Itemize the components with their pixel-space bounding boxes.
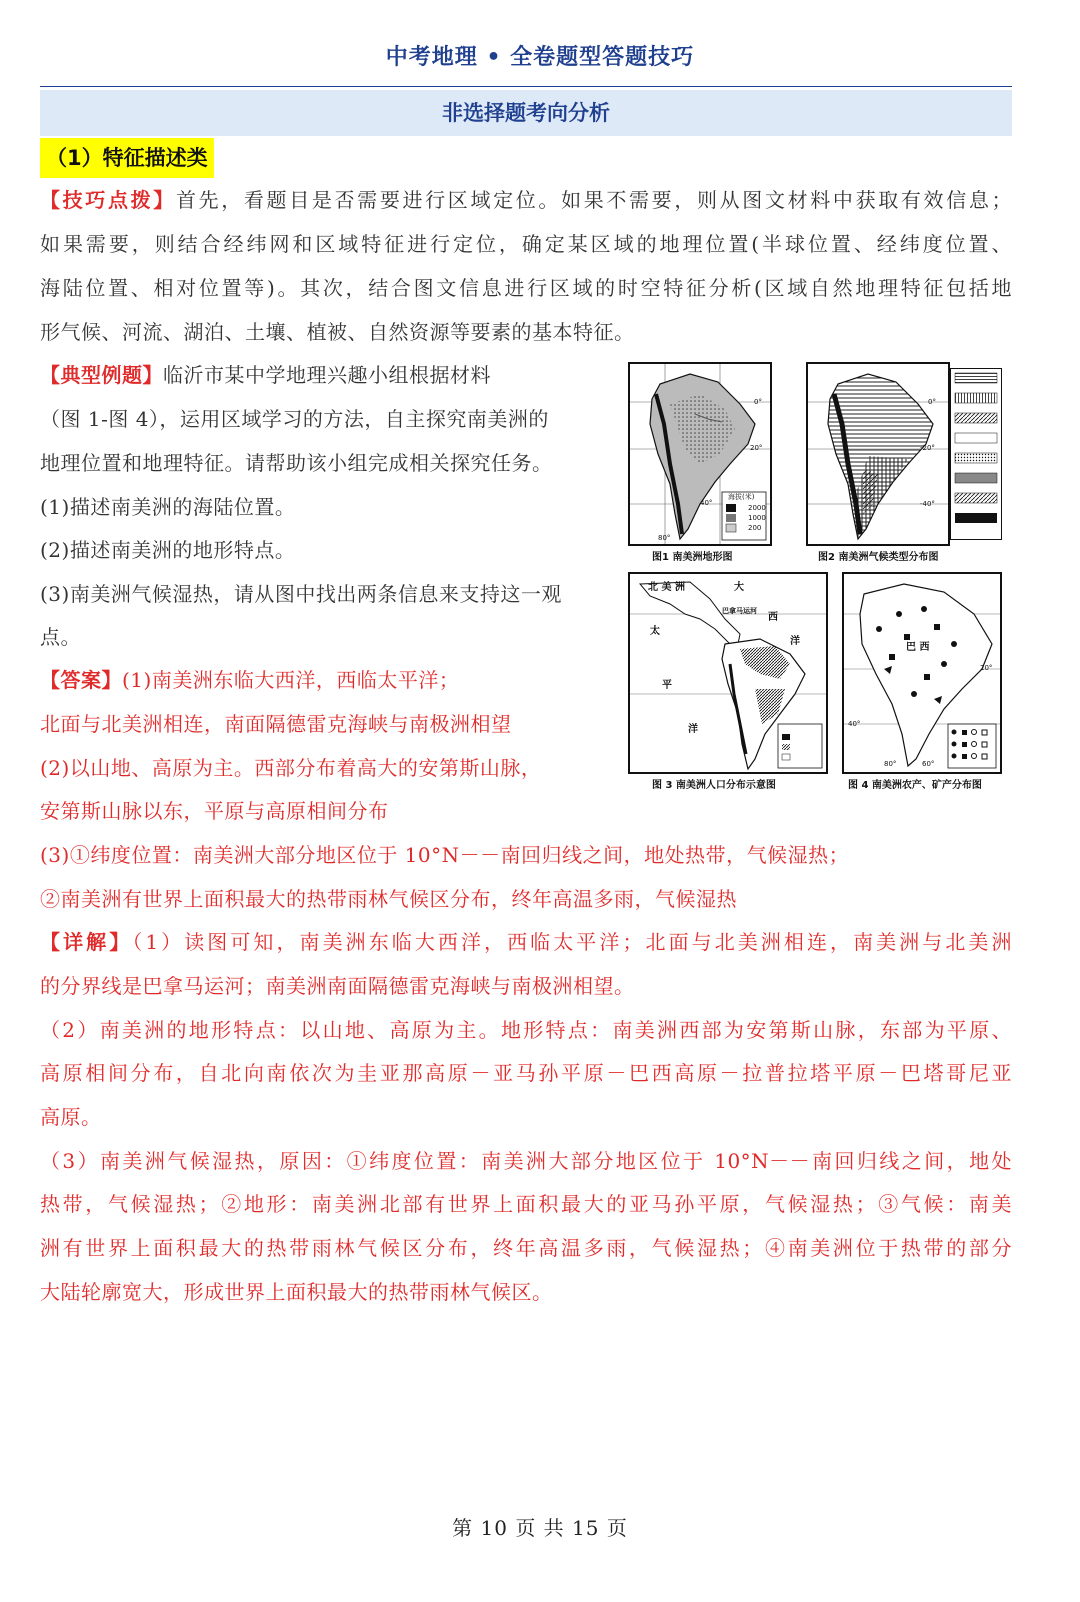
example-line-1 — [40, 353, 491, 397]
figure-3-label-yang2: 洋 — [688, 724, 698, 735]
figure-3-label-ping: 平 — [662, 680, 672, 691]
tip-text-1: 首先，看题目是否需要进行区域定位。如果不需要，则从图文材料中获取有效信息； — [175, 188, 1013, 212]
detail-line-2: 的分界线是巴拿马运河；南美洲南面隔德雷克海峡与南极洲相望。 — [40, 974, 635, 998]
figure-2-lat-20: -20° — [920, 444, 935, 452]
answer-line-2: 北面与北美洲相连，南面隔德雷克海峡与南极洲相望 — [40, 712, 512, 736]
category-heading: （1）特征描述类 — [40, 138, 214, 178]
question-3-cont: 点。 — [40, 625, 81, 649]
detail-line-8: 洲有世界上面积最大的热带雨林气候区分布，终年高温多雨，气候湿热；④南美洲位于热带的部分 — [40, 1236, 1012, 1260]
answer-text-1: (1)南美洲东临大西洋，西临太平洋； — [122, 668, 460, 692]
tip-line-1 — [40, 178, 1012, 222]
figure-1-legend-title: 海拔(米) — [728, 493, 755, 501]
figure-2-caption: 图2 南美洲气候类型分布图 — [818, 552, 939, 563]
figure-2-climate-map — [806, 362, 950, 546]
detail-line-7: 热带，气候湿热；②地形：南美洲北部有世界上面积最大的亚马孙平原，气候湿热；③气候：南美 — [40, 1192, 1012, 1216]
example-tag: 【典型例题】 — [40, 363, 163, 387]
figure-4-caption: 图 4 南美洲农产、矿产分布图 — [848, 780, 982, 791]
figure-3-label-da: 大 — [734, 582, 744, 593]
figure-3-label-yang: 洋 — [790, 636, 800, 647]
detail-tag: 【详解】 — [40, 930, 133, 954]
figure-3-caption: 图 3 南美洲人口分布示意图 — [652, 780, 776, 791]
figure-4-lat-20: 20° — [980, 664, 993, 672]
answer-line-1 — [40, 658, 459, 702]
figure-1-legend-v3: 200 — [748, 524, 762, 532]
document-title: 中考地理 • 全卷题型答题技巧 — [385, 45, 695, 70]
figure-group — [628, 362, 1012, 794]
question-3: (3)南美洲气候湿热，请从图中找出两条信息来支持这一观 — [40, 582, 562, 606]
title-divider — [40, 86, 1012, 87]
figure-1-terrain-map — [628, 362, 772, 546]
figure-4-label-brazil: 巴 西 — [906, 642, 930, 653]
figure-3-label-tai: 太 — [650, 626, 660, 637]
figure-1-lat-0: 0° — [754, 398, 762, 406]
figure-1-legend-v1: 2000 — [748, 504, 766, 512]
detail-line-9: 大陆轮廓宽大，形成世界上面积最大的热带雨林气候区。 — [40, 1280, 553, 1304]
figure-3-population-map — [628, 572, 828, 774]
detail-line-3: （2）南美洲的地形特点：以山地、高原为主。地形特点：南美洲西部为安第斯山脉，东部为平原、 — [40, 1018, 1012, 1042]
figure-4-lon-80: 80° — [884, 760, 897, 768]
detail-line-4: 高原相间分布，自北向南依次为圭亚那高原－亚马孙平原－巴西高原－拉普拉塔平原－巴塔哥尼亚 — [40, 1061, 1012, 1085]
detail-text-1: （1）读图可知，南美洲东临大西洋，西临太平洋；北面与北美洲相连，南美洲与北美洲 — [132, 930, 1012, 954]
example-text-1: 临沂市某中学地理兴趣小组根据材料 — [163, 363, 491, 387]
figure-1-lon-80: 80° — [658, 534, 671, 542]
tip-line-2: 如果需要，则结合经纬网和区域特征进行定位，确定某区域的地理位置(半球位置、经纬度位置、 — [40, 232, 1012, 256]
tip-tag: 【技巧点拨】 — [40, 188, 176, 212]
detail-line-5: 高原。 — [40, 1105, 102, 1129]
figure-1-legend-v2: 1000 — [748, 514, 766, 522]
figure-1-lat-20: 20° — [750, 444, 763, 452]
tip-line-3: 海陆位置、相对位置等)。其次，结合图文信息进行区域的时空特征分析(区域自然地理特征包括地 — [40, 276, 1012, 300]
figure-4-lat-40: 40° — [848, 720, 861, 728]
detail-line-1 — [40, 920, 1012, 964]
answer-line-4: 安第斯山脉以东，平原与高原相间分布 — [40, 799, 389, 823]
figure-3-label-panama: 巴拿马运河 — [722, 607, 757, 615]
figure-2-legend — [950, 368, 1002, 540]
answer-line-5: (3)①纬度位置：南美洲大部分地区位于 10°N－－南回归线之间，地处热带，气候湿热； — [40, 843, 850, 867]
tip-line-4: 形气候、河流、湖泊、土壤、植被、自然资源等要素的基本特征。 — [40, 320, 635, 344]
figure-2-lat-40: -40° — [920, 500, 935, 508]
figure-2-lat-0: 0° — [928, 398, 936, 406]
question-2: (2)描述南美洲的地形特点。 — [40, 538, 296, 562]
figure-4-lon-60: 60° — [922, 760, 935, 768]
answer-line-3: (2)以山地、高原为主。西部分布着高大的安第斯山脉， — [40, 756, 542, 780]
example-line-2: （图 1-图 4），运用区域学习的方法，自主探究南美洲的 — [40, 407, 549, 431]
figure-1-lat-40: 40° — [700, 499, 713, 507]
figure-4-resources-map — [842, 572, 1002, 774]
figure-3-label-north-america: 北 美 洲 — [648, 582, 685, 593]
page-number: 第 10 页 共 15 页 — [452, 1516, 628, 1540]
question-1: (1)描述南美洲的海陆位置。 — [40, 495, 296, 519]
figure-3-label-xi: 西 — [768, 612, 778, 623]
detail-line-6: （3）南美洲气候湿热，原因：①纬度位置：南美洲大部分地区位于 10°N－－南回归线之间，地处 — [40, 1149, 1012, 1173]
figure-1-caption: 图1 南美洲地形图 — [652, 552, 733, 563]
example-line-3: 地理位置和地理特征。请帮助该小组完成相关探究任务。 — [40, 451, 553, 475]
answer-tag: 【答案】 — [40, 668, 122, 692]
answer-line-6: ②南美洲有世界上面积最大的热带雨林气候区分布，终年高温多雨，气候湿热 — [40, 887, 737, 911]
section-heading: 非选择题考向分析 — [40, 90, 1012, 136]
